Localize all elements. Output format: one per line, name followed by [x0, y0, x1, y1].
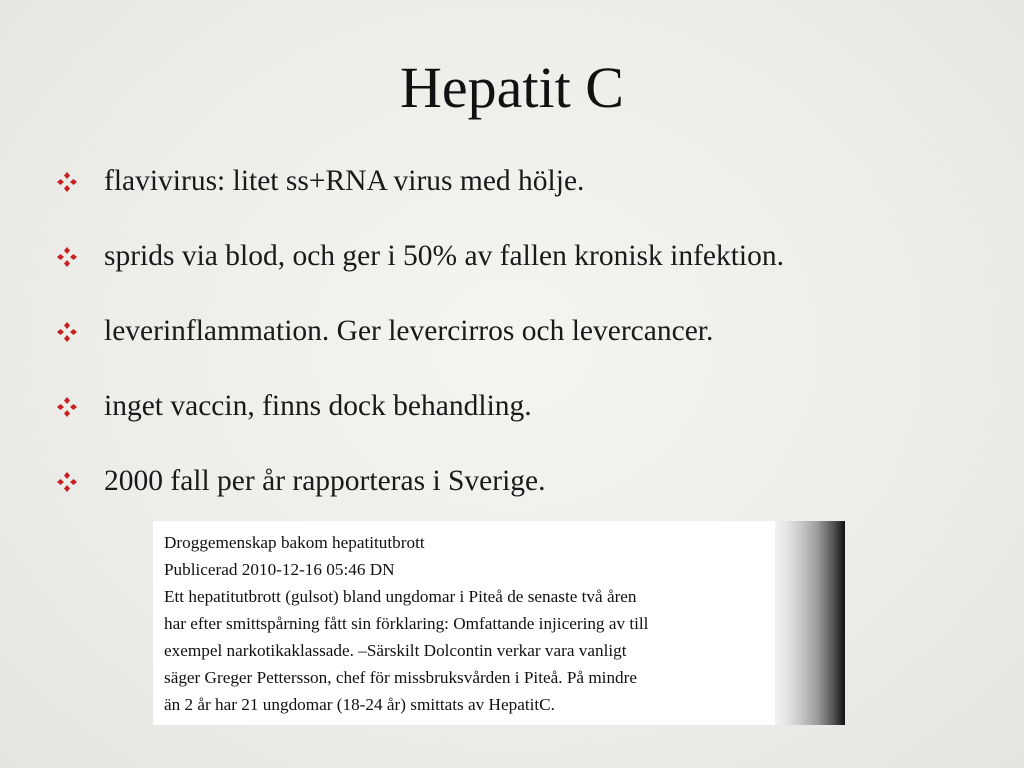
bullet-text: inget vaccin, finns dock behandling.	[104, 390, 532, 422]
bullet-item	[56, 384, 1006, 459]
bullet-item	[56, 159, 1006, 234]
news-clipping	[153, 521, 845, 725]
news-headline: Droggemenskap bakom hepatitutbrott	[164, 533, 425, 552]
bullet-text: flavivirus: litet ss+RNA virus med hölje.	[104, 165, 585, 197]
news-body-line: säger Greger Pettersson, chef för missbruksvården i Piteå. På mindre	[164, 668, 638, 687]
four-diamond-icon	[56, 246, 78, 268]
news-body-line: Ett hepatitutbrott (gulsot) bland ungdomar i Piteå de senaste två åren	[164, 587, 637, 606]
news-body-line: har efter smittspårning fått sin förklaring: Omfattande injicering av till	[164, 614, 649, 633]
four-diamond-icon	[56, 171, 78, 193]
four-diamond-icon	[56, 321, 78, 343]
news-body-line: än 2 år har 21 ungdomar (18-24 år) smittats av HepatitC.	[164, 695, 555, 714]
four-diamond-icon	[56, 396, 78, 418]
news-body-line: exempel narkotikaklassade. –Särskilt Dolcontin verkar vara vanligt	[164, 641, 627, 660]
bullet-text: leverinflammation. Ger levercirros och levercancer.	[104, 315, 714, 347]
news-published-line: Publicerad 2010-12-16 05:46 DN	[164, 560, 395, 579]
bullet-list	[56, 159, 1006, 534]
bullet-item	[56, 309, 1006, 384]
bullet-text: 2000 fall per år rapporteras i Sverige.	[104, 465, 546, 497]
slide-title: Hepatit C	[400, 55, 624, 120]
bullet-text: sprids via blod, och ger i 50% av fallen kronisk infektion.	[104, 240, 784, 272]
bullet-item	[56, 234, 1006, 309]
four-diamond-icon	[56, 471, 78, 493]
news-clipping-text	[164, 529, 829, 718]
